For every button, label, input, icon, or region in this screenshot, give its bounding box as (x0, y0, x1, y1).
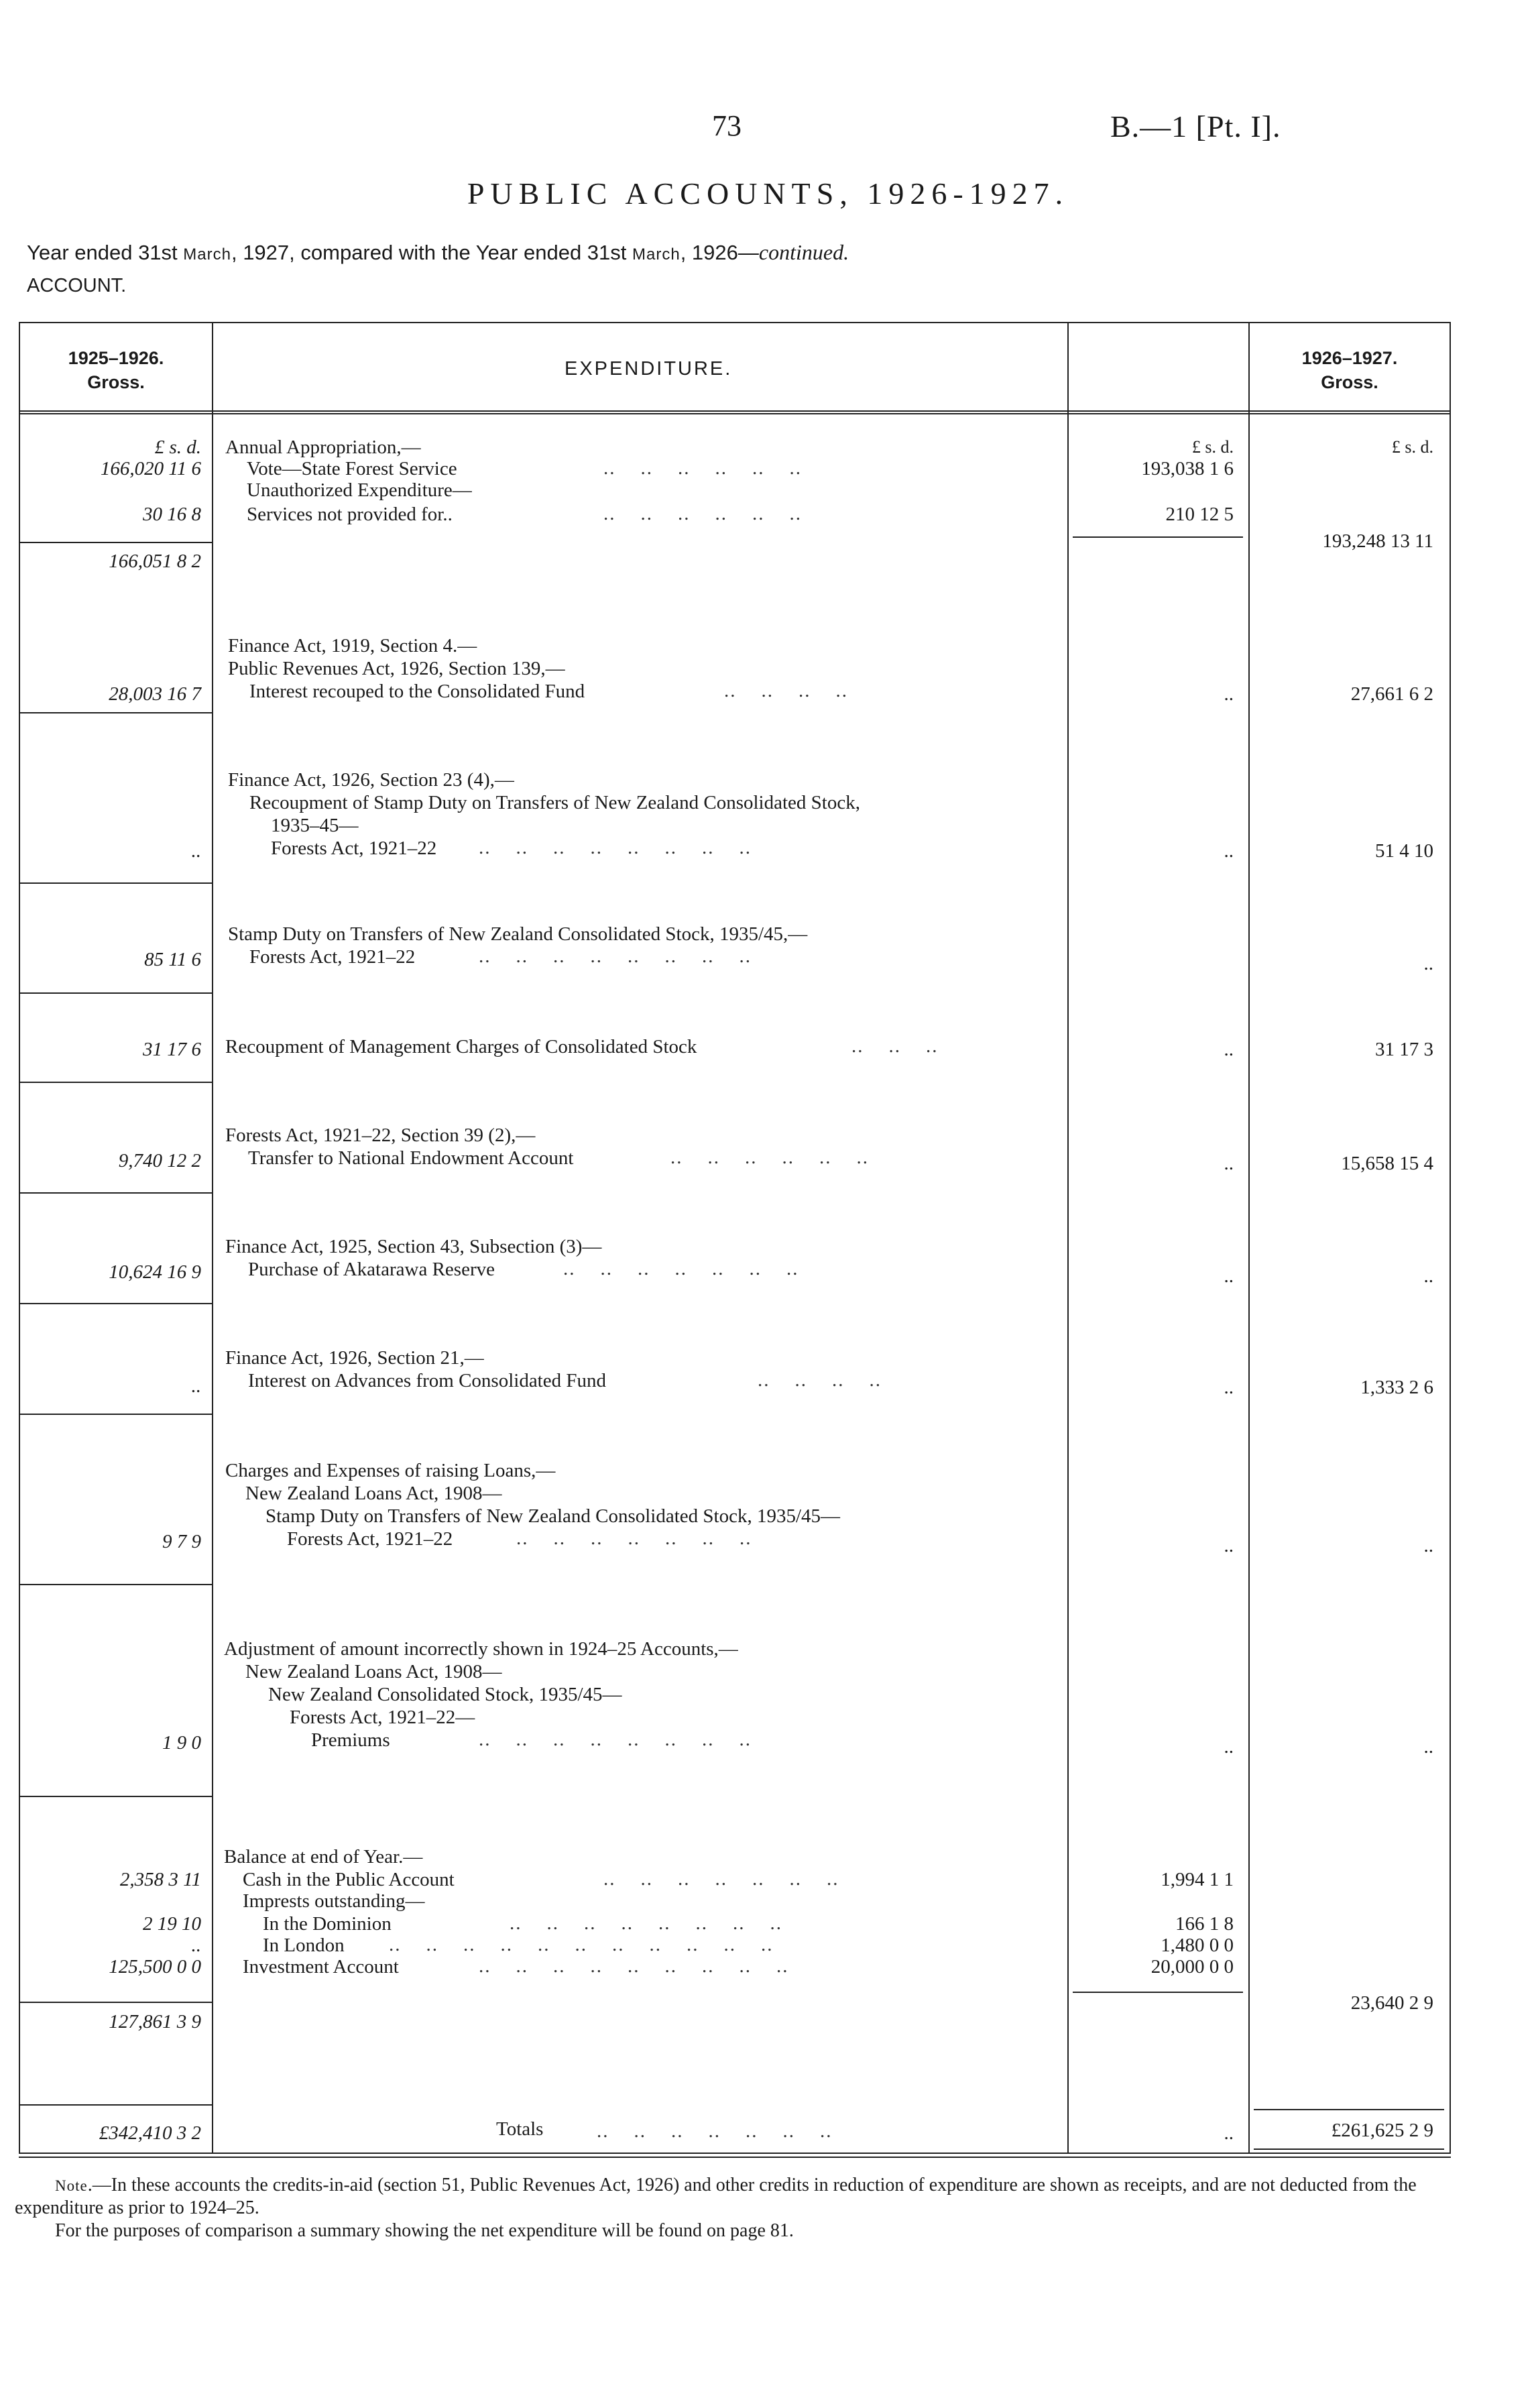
s8-mid: .. (1224, 1377, 1234, 1398)
s11-prev4: .. (191, 1935, 201, 1956)
s1-prev3: 30 16 8 (143, 504, 201, 525)
s7-mid: .. (1224, 1265, 1234, 1287)
s2-line1: Finance Act, 1919, Section 4.— (228, 635, 477, 656)
s6-prev: 9,740 12 2 (118, 1150, 201, 1171)
s11-line4: In London (263, 1935, 345, 1956)
s1-line3: Services not provided for.. (247, 504, 453, 525)
leader-dots: .. .. .. .. .. .. .. .. .. (479, 1955, 789, 1977)
s11-line1: Cash in the Public Account (243, 1869, 455, 1890)
s4-curr: .. (1423, 953, 1433, 974)
leader-dots: .. .. .. .. .. .. .. .. .. .. .. (389, 1934, 774, 1955)
s4-line1: Stamp Duty on Transfers of New Zealand Consolidated Stock, 1935/45,— (228, 923, 808, 945)
s3-line2: Recoupment of Stamp Duty on Transfers of New Zealand Consolidated Stock, (249, 792, 860, 813)
s11-prev5: 125,500 0 0 (109, 1956, 201, 1977)
s8-line2: Interest on Advances from Consolidated Fund (248, 1370, 606, 1391)
s10-line1: Adjustment of amount incorrectly shown in 1924–25 Accounts,— (224, 1638, 738, 1660)
leader-dots: .. .. .. .. .. .. (603, 457, 802, 479)
s5-prev: 31 17 6 (143, 1039, 201, 1060)
s10-mid: .. (1224, 1736, 1234, 1758)
s5-curr: 31 17 3 (1375, 1039, 1433, 1060)
leader-dots: .. .. .. .. .. .. (670, 1147, 869, 1168)
s9-line1: Charges and Expenses of raising Loans,— (225, 1460, 556, 1481)
footnote: Note.—In these accounts the credits-in-aid (section 51, Public Revenues Act, 1926) and other credits in reduction of expenditure are shown as receipts, and are not deducted from the expenditure as prior to 1924–25. (15, 2175, 1417, 2218)
s11-line2: Imprests outstanding— (243, 1890, 425, 1912)
s11-prev3: 2 19 10 (143, 1913, 201, 1935)
s11-line3: In the Dominion (263, 1913, 392, 1935)
s1-line1: Vote—State Forest Service (247, 458, 457, 479)
s1-curr-total: 193,248 13 11 (1322, 530, 1433, 552)
leader-dots: .. .. .. .. (758, 1369, 882, 1391)
s11-mid5: 20,000 0 0 (1150, 1956, 1234, 1977)
s11-curr-total: 23,640 2 9 (1350, 1992, 1433, 2014)
leader-dots: .. .. .. .. .. .. .. .. (479, 945, 752, 967)
s11-line5: Investment Account (243, 1956, 399, 1977)
currency-heading-right: £ s. d. (1391, 437, 1433, 457)
s11-mid3: 166 1 8 (1175, 1913, 1234, 1935)
currency-heading-left: £ s. d. (154, 437, 201, 458)
comparison-note: For the purposes of comparison a summary showing the net expenditure will be found on page 81. (55, 2220, 794, 2241)
prev-year-heading: 1925–1926. Gross. (68, 348, 164, 392)
s6-curr: 15,658 15 4 (1341, 1153, 1433, 1174)
page-title: PUBLIC ACCOUNTS, 1926-1927. (467, 176, 1069, 211)
s7-line1: Finance Act, 1925, Section 43, Subsection (3)— (225, 1236, 602, 1257)
s1-line2: Unauthorized Expenditure— (247, 479, 472, 501)
totals-label: Totals (496, 2118, 544, 2140)
curr-year-heading: 1926–1927. Gross. (1301, 348, 1398, 392)
s10-curr: .. (1423, 1736, 1433, 1758)
totals-mid: .. (1224, 2122, 1234, 2144)
s5-line1: Recoupment of Management Charges of Consolidated Stock (225, 1036, 697, 1057)
s2-curr: 27,661 6 2 (1350, 683, 1433, 705)
leader-dots: .. .. .. .. .. .. .. (516, 1528, 752, 1549)
s9-curr: .. (1423, 1535, 1433, 1556)
s8-prev: .. (191, 1375, 201, 1397)
s4-line2: Forests Act, 1921–22 (249, 946, 416, 968)
s11-prev1: 2,358 3 11 (119, 1869, 201, 1890)
totals-curr: £261,625 2 9 (1331, 2120, 1433, 2141)
s9-mid: .. (1224, 1535, 1234, 1556)
s9-line4: Forests Act, 1921–22 (287, 1528, 453, 1550)
account-label: ACCOUNT. (27, 275, 127, 296)
s7-curr: .. (1423, 1265, 1433, 1287)
s10-line3: New Zealand Consolidated Stock, 1935/45— (268, 1684, 622, 1705)
s10-line4: Forests Act, 1921–22— (290, 1707, 475, 1728)
leader-dots: .. .. .. .. .. .. .. .. (510, 1912, 782, 1934)
s3-curr: 51 4 10 (1375, 840, 1433, 862)
expenditure-heading: EXPENDITURE. (565, 358, 733, 380)
leader-dots: .. .. .. .. .. .. .. .. (479, 1729, 752, 1750)
s1-heading: Annual Appropriation,— (225, 437, 421, 458)
s9-line3: Stamp Duty on Transfers of New Zealand Consolidated Stock, 1935/45— (265, 1505, 841, 1527)
s5-mid: .. (1224, 1039, 1234, 1060)
s3-line3: 1935–45— (271, 815, 359, 836)
s3-line4: Forests Act, 1921–22 (271, 838, 437, 859)
s2-line2: Public Revenues Act, 1926, Section 139,— (228, 658, 565, 679)
leader-dots: .. .. .. (851, 1035, 939, 1057)
leader-dots: .. .. .. .. .. .. .. (563, 1258, 799, 1279)
s4-prev: 85 11 6 (144, 949, 201, 970)
s11-mid1: 1,994 1 1 (1161, 1869, 1234, 1890)
s1-mid3: 210 12 5 (1165, 504, 1234, 525)
subtitle: Year ended 31st March, 1927, compared with the Year ended 31st March, 1926—continued. (27, 240, 849, 264)
s11-mid4: 1,480 0 0 (1161, 1935, 1234, 1956)
s10-line2: New Zealand Loans Act, 1908— (245, 1661, 502, 1682)
s11-heading: Balance at end of Year.— (224, 1846, 423, 1868)
s9-prev: 9 7 9 (162, 1531, 201, 1552)
s3-prev: .. (191, 840, 201, 862)
s2-line3: Interest recouped to the Consolidated Fund (249, 681, 585, 702)
s1-prev-total: 166,051 8 2 (109, 551, 201, 572)
s1-prev1: 166,020 11 6 (100, 458, 201, 479)
leader-dots: .. .. .. .. (724, 680, 848, 701)
s7-prev: 10,624 16 9 (109, 1261, 201, 1283)
totals-prev: £342,410 3 2 (99, 2122, 201, 2144)
s3-mid: .. (1224, 840, 1234, 862)
s10-line5: Premiums (311, 1729, 390, 1751)
s7-line2: Purchase of Akatarawa Reserve (248, 1259, 495, 1280)
s6-line2: Transfer to National Endowment Account (248, 1147, 574, 1169)
s11-prev-total: 127,861 3 9 (109, 2011, 201, 2032)
s2-prev: 28,003 16 7 (109, 683, 201, 705)
leader-dots: .. .. .. .. .. .. .. .. (479, 837, 752, 858)
s1-mid1: 193,038 1 6 (1141, 458, 1234, 479)
currency-heading-mid: £ s. d. (1191, 437, 1234, 457)
leader-dots: .. .. .. .. .. .. (603, 503, 802, 524)
document-reference: B.—1 [Pt. I]. (1110, 109, 1281, 144)
s6-line1: Forests Act, 1921–22, Section 39 (2),— (225, 1125, 536, 1146)
s6-mid: .. (1224, 1153, 1234, 1174)
page-number: 73 (712, 109, 742, 142)
s9-line2: New Zealand Loans Act, 1908— (245, 1483, 502, 1504)
leader-dots: .. .. .. .. .. .. .. (597, 2120, 833, 2142)
s3-line1: Finance Act, 1926, Section 23 (4),— (228, 769, 514, 791)
leader-dots: .. .. .. .. .. .. .. (603, 1868, 839, 1890)
s8-line1: Finance Act, 1926, Section 21,— (225, 1347, 484, 1369)
s8-curr: 1,333 2 6 (1360, 1377, 1433, 1398)
s10-prev: 1 9 0 (162, 1732, 201, 1754)
s2-mid: .. (1224, 683, 1234, 705)
